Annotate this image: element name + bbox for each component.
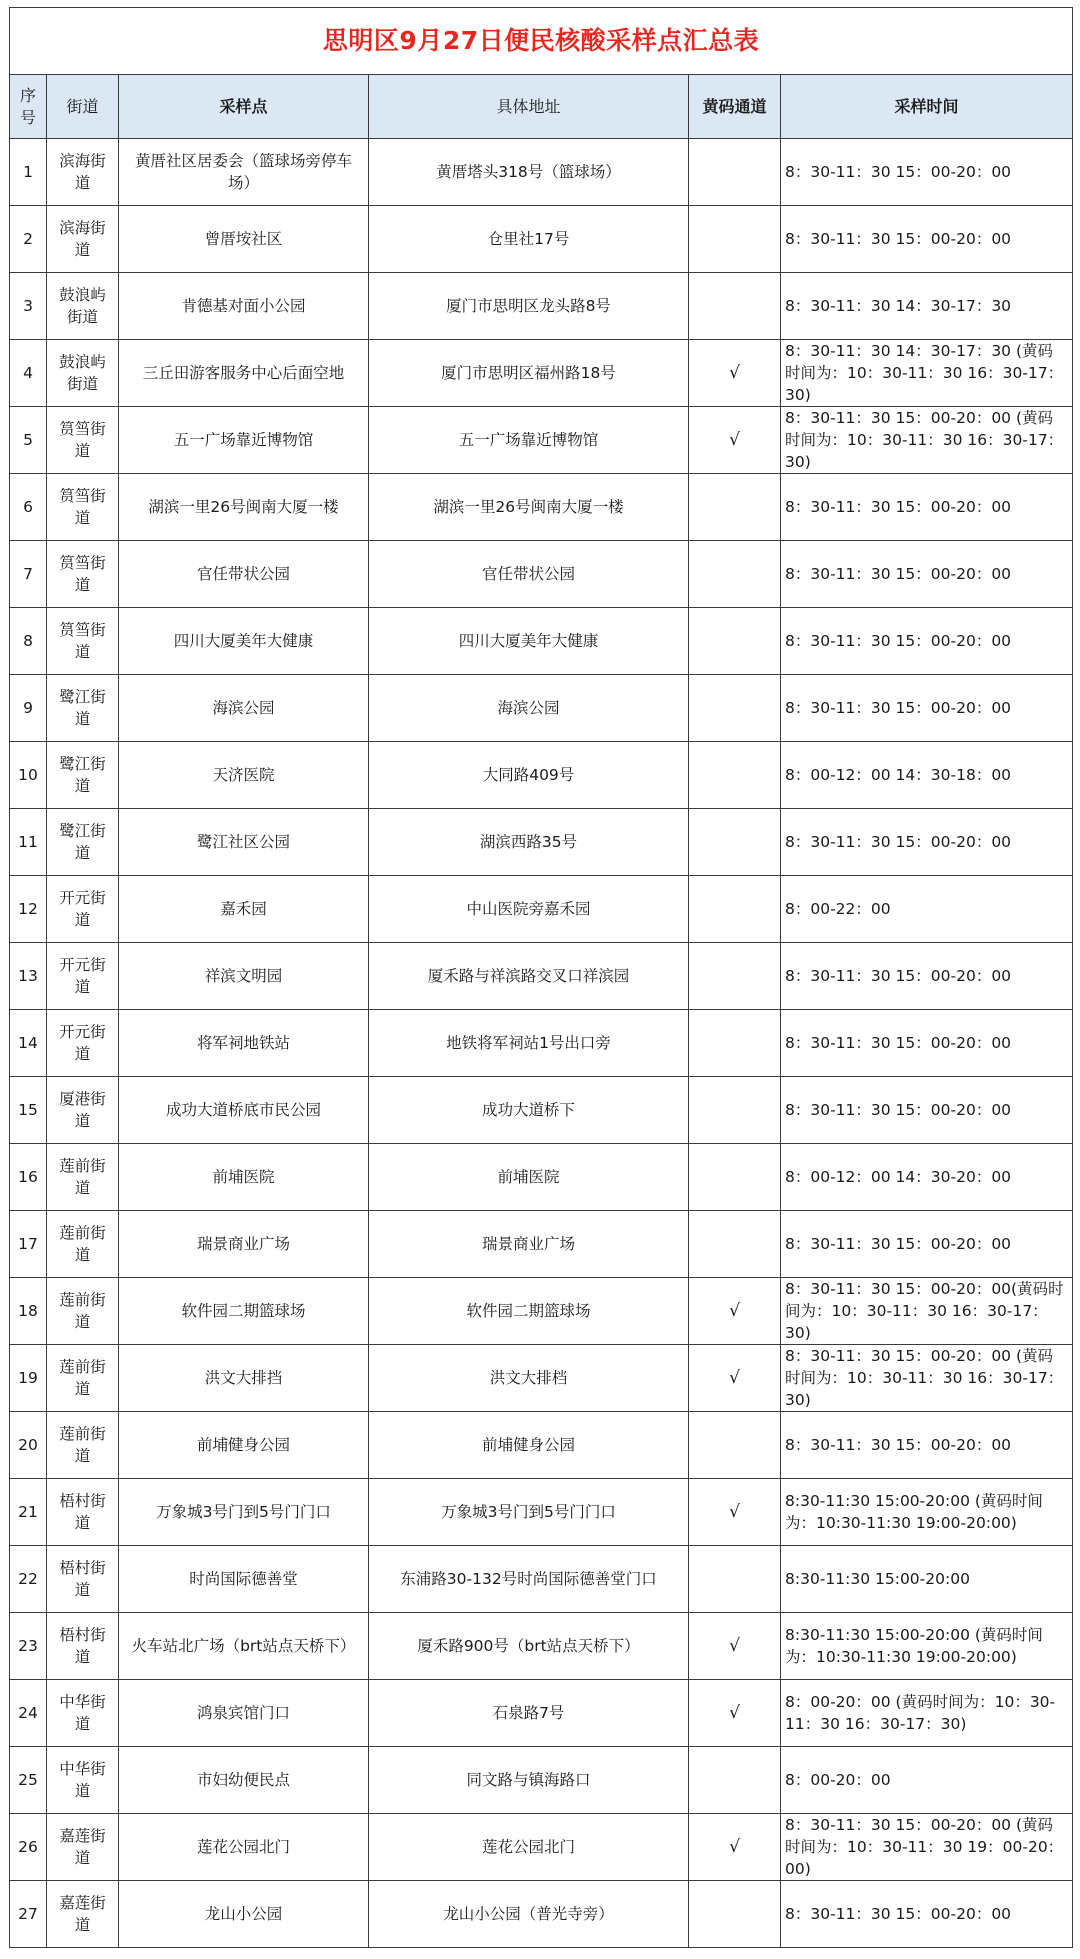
- cell-time: 8：30-11：30 15：00-20：00: [781, 139, 1073, 206]
- cell-no: 12: [10, 876, 47, 943]
- cell-street: 莲前街道: [47, 1412, 119, 1479]
- cell-time: 8：30-11：30 15：00-20：00 (黄码时间为：10：30-11：30 16：30-17：30): [781, 1345, 1073, 1412]
- cell-site: 海滨公园: [119, 675, 369, 742]
- cell-yellow-channel: [689, 742, 781, 809]
- cell-no: 1: [10, 139, 47, 206]
- cell-yellow-channel: √: [689, 1278, 781, 1345]
- cell-address: 东浦路30-132号时尚国际德善堂门口: [369, 1546, 689, 1613]
- cell-no: 2: [10, 206, 47, 273]
- cell-address: 湖滨一里26号闽南大厦一楼: [369, 474, 689, 541]
- cell-time: 8：30-11：30 15：00-20：00: [781, 809, 1073, 876]
- cell-street: 开元街道: [47, 1010, 119, 1077]
- cell-site: 三丘田游客服务中心后面空地: [119, 340, 369, 407]
- cell-no: 17: [10, 1211, 47, 1278]
- table-row: [10, 809, 1073, 876]
- cell-site: 五一广场靠近博物馆: [119, 407, 369, 474]
- cell-street: 鹭江街道: [47, 742, 119, 809]
- cell-time: 8：30-11：30 15：00-20：00: [781, 1211, 1073, 1278]
- cell-street: 厦港街道: [47, 1077, 119, 1144]
- cell-time: 8：30-11：30 15：00-20：00: [781, 206, 1073, 273]
- cell-address: 成功大道桥下: [369, 1077, 689, 1144]
- header-row: [10, 75, 1073, 139]
- cell-street: 筼筜街道: [47, 407, 119, 474]
- table-row: [10, 1144, 1073, 1211]
- cell-no: 20: [10, 1412, 47, 1479]
- cell-no: 3: [10, 273, 47, 340]
- cell-address: 中山医院旁嘉禾园: [369, 876, 689, 943]
- cell-street: 鼓浪屿街道: [47, 273, 119, 340]
- cell-site: 将军祠地铁站: [119, 1010, 369, 1077]
- sampling-sites-sheet: [9, 7, 1072, 1948]
- cell-time: 8：30-11：30 15：00-20：00: [781, 675, 1073, 742]
- cell-street: 滨海街道: [47, 206, 119, 273]
- cell-yellow-channel: √: [689, 1814, 781, 1881]
- cell-yellow-channel: [689, 1010, 781, 1077]
- cell-site: 市妇幼便民点: [119, 1747, 369, 1814]
- cell-site: 莲花公园北门: [119, 1814, 369, 1881]
- table-row: [10, 675, 1073, 742]
- cell-site: 祥滨文明园: [119, 943, 369, 1010]
- cell-site: 天济医院: [119, 742, 369, 809]
- cell-yellow-channel: [689, 273, 781, 340]
- table-body: [10, 139, 1073, 1948]
- cell-site: 官任带状公园: [119, 541, 369, 608]
- cell-time: 8：30-11：30 15：00-20：00: [781, 541, 1073, 608]
- cell-time: 8：30-11：30 15：00-20：00 (黄码时间为：10：30-11：30 19：00-20：00): [781, 1814, 1073, 1881]
- cell-address: 万象城3号门到5号门门口: [369, 1479, 689, 1546]
- header-no: 序号: [10, 75, 47, 139]
- cell-no: 22: [10, 1546, 47, 1613]
- cell-time: 8：30-11：30 14：30-17：30 (黄码时间为：10：30-11：30 16：30-17：30): [781, 340, 1073, 407]
- cell-street: 梧村街道: [47, 1613, 119, 1680]
- cell-time: 8：00-20：00 (黄码时间为：10：30-11：30 16：30-17：30): [781, 1680, 1073, 1747]
- cell-yellow-channel: [689, 1881, 781, 1948]
- cell-yellow-channel: [689, 1077, 781, 1144]
- header-street: 街道: [47, 75, 119, 139]
- cell-street: 开元街道: [47, 943, 119, 1010]
- cell-no: 9: [10, 675, 47, 742]
- table-row: [10, 139, 1073, 206]
- cell-yellow-channel: [689, 1412, 781, 1479]
- cell-street: 鹭江街道: [47, 809, 119, 876]
- cell-no: 6: [10, 474, 47, 541]
- cell-yellow-channel: [689, 675, 781, 742]
- cell-time: 8：30-11：30 15：00-20：00: [781, 1077, 1073, 1144]
- cell-yellow-channel: [689, 876, 781, 943]
- cell-site: 前埔医院: [119, 1144, 369, 1211]
- cell-address: 官任带状公园: [369, 541, 689, 608]
- cell-street: 莲前街道: [47, 1278, 119, 1345]
- cell-site: 软件园二期篮球场: [119, 1278, 369, 1345]
- cell-no: 16: [10, 1144, 47, 1211]
- table-row: [10, 1077, 1073, 1144]
- cell-yellow-channel: [689, 139, 781, 206]
- cell-address: 海滨公园: [369, 675, 689, 742]
- cell-yellow-channel: √: [689, 1345, 781, 1412]
- table-row: [10, 608, 1073, 675]
- cell-street: 嘉莲街道: [47, 1814, 119, 1881]
- cell-street: 梧村街道: [47, 1479, 119, 1546]
- cell-address: 大同路409号: [369, 742, 689, 809]
- cell-street: 开元街道: [47, 876, 119, 943]
- cell-address: 厦门市思明区福州路18号: [369, 340, 689, 407]
- table-row: [10, 876, 1073, 943]
- cell-yellow-channel: [689, 608, 781, 675]
- cell-time: 8：30-11：30 15：00-20：00(黄码时间为：10：30-11：30 16：30-17：30): [781, 1278, 1073, 1345]
- cell-time: 8：00-22：00: [781, 876, 1073, 943]
- cell-time: 8：30-11：30 15：00-20：00: [781, 1010, 1073, 1077]
- table-title: 思明区9月27日便民核酸采样点汇总表: [10, 8, 1073, 75]
- cell-address: 四川大厦美年大健康: [369, 608, 689, 675]
- cell-no: 19: [10, 1345, 47, 1412]
- table-row: [10, 1680, 1073, 1747]
- cell-address: 前埔健身公园: [369, 1412, 689, 1479]
- cell-time: 8:30-11:30 15:00-20:00 (黄码时间为：10:30-11:30 19:00-20:00): [781, 1479, 1073, 1546]
- cell-no: 8: [10, 608, 47, 675]
- table-row: [10, 1345, 1073, 1412]
- cell-yellow-channel: [689, 541, 781, 608]
- header-time: 采样时间: [781, 75, 1073, 139]
- cell-site: 黄厝社区居委会（篮球场旁停车场）: [119, 139, 369, 206]
- cell-yellow-channel: √: [689, 1680, 781, 1747]
- cell-address: 五一广场靠近博物馆: [369, 407, 689, 474]
- cell-street: 莲前街道: [47, 1211, 119, 1278]
- cell-yellow-channel: √: [689, 1479, 781, 1546]
- cell-site: 四川大厦美年大健康: [119, 608, 369, 675]
- cell-yellow-channel: √: [689, 340, 781, 407]
- cell-site: 肯德基对面小公园: [119, 273, 369, 340]
- cell-site: 万象城3号门到5号门门口: [119, 1479, 369, 1546]
- cell-street: 滨海街道: [47, 139, 119, 206]
- cell-no: 11: [10, 809, 47, 876]
- cell-street: 鼓浪屿街道: [47, 340, 119, 407]
- cell-no: 15: [10, 1077, 47, 1144]
- cell-street: 嘉莲街道: [47, 1881, 119, 1948]
- table-row: [10, 1412, 1073, 1479]
- table-row: [10, 1278, 1073, 1345]
- table-row: [10, 1479, 1073, 1546]
- cell-address: 莲花公园北门: [369, 1814, 689, 1881]
- cell-no: 24: [10, 1680, 47, 1747]
- cell-site: 洪文大排挡: [119, 1345, 369, 1412]
- cell-yellow-channel: [689, 206, 781, 273]
- table-row: [10, 1010, 1073, 1077]
- cell-yellow-channel: [689, 1144, 781, 1211]
- cell-time: 8：00-20：00: [781, 1747, 1073, 1814]
- cell-time: 8：30-11：30 15：00-20：00: [781, 1412, 1073, 1479]
- cell-address: 厦禾路与祥滨路交叉口祥滨园: [369, 943, 689, 1010]
- cell-time: 8：00-12：00 14：30-18：00: [781, 742, 1073, 809]
- cell-site: 湖滨一里26号闽南大厦一楼: [119, 474, 369, 541]
- cell-no: 27: [10, 1881, 47, 1948]
- cell-yellow-channel: [689, 1211, 781, 1278]
- header-address: 具体地址: [369, 75, 689, 139]
- table-row: [10, 474, 1073, 541]
- cell-time: 8:30-11:30 15:00-20:00 (黄码时间为：10:30-11:30 19:00-20:00): [781, 1613, 1073, 1680]
- cell-time: 8：30-11：30 15：00-20：00 (黄码时间为：10：30-11：30 16：30-17：30): [781, 407, 1073, 474]
- cell-street: 莲前街道: [47, 1144, 119, 1211]
- cell-street: 筼筜街道: [47, 541, 119, 608]
- cell-no: 7: [10, 541, 47, 608]
- cell-address: 地铁将军祠站1号出口旁: [369, 1010, 689, 1077]
- cell-site: 时尚国际德善堂: [119, 1546, 369, 1613]
- cell-time: 8：00-12：00 14：30-20：00: [781, 1144, 1073, 1211]
- cell-no: 25: [10, 1747, 47, 1814]
- cell-no: 5: [10, 407, 47, 474]
- cell-address: 仓里社17号: [369, 206, 689, 273]
- cell-address: 龙山小公园（普光寺旁）: [369, 1881, 689, 1948]
- cell-no: 26: [10, 1814, 47, 1881]
- cell-street: 筼筜街道: [47, 474, 119, 541]
- table-row: [10, 1613, 1073, 1680]
- table-row: [10, 273, 1073, 340]
- table-row: [10, 1546, 1073, 1613]
- cell-site: 成功大道桥底市民公园: [119, 1077, 369, 1144]
- cell-time: 8：30-11：30 14：30-17：30: [781, 273, 1073, 340]
- cell-no: 18: [10, 1278, 47, 1345]
- table-row: [10, 1814, 1073, 1881]
- table-row: [10, 340, 1073, 407]
- cell-no: 10: [10, 742, 47, 809]
- cell-yellow-channel: √: [689, 1613, 781, 1680]
- table-row: [10, 1747, 1073, 1814]
- cell-address: 瑞景商业广场: [369, 1211, 689, 1278]
- cell-address: 前埔医院: [369, 1144, 689, 1211]
- cell-site: 嘉禾园: [119, 876, 369, 943]
- header-yellow-channel: 黄码通道: [689, 75, 781, 139]
- cell-yellow-channel: √: [689, 407, 781, 474]
- cell-site: 鹭江社区公园: [119, 809, 369, 876]
- table-row: [10, 541, 1073, 608]
- cell-address: 软件园二期篮球场: [369, 1278, 689, 1345]
- cell-no: 21: [10, 1479, 47, 1546]
- cell-site: 曾厝垵社区: [119, 206, 369, 273]
- cell-site: 瑞景商业广场: [119, 1211, 369, 1278]
- cell-yellow-channel: [689, 809, 781, 876]
- cell-time: 8:30-11:30 15:00-20:00: [781, 1546, 1073, 1613]
- cell-time: 8：30-11：30 15：00-20：00: [781, 474, 1073, 541]
- table-row: [10, 943, 1073, 1010]
- cell-address: 黄厝塔头318号（篮球场）: [369, 139, 689, 206]
- cell-street: 鹭江街道: [47, 675, 119, 742]
- cell-site: 火车站北广场（brt站点天桥下）: [119, 1613, 369, 1680]
- cell-address: 同文路与镇海路口: [369, 1747, 689, 1814]
- cell-site: 前埔健身公园: [119, 1412, 369, 1479]
- header-site: 采样点: [119, 75, 369, 139]
- cell-no: 13: [10, 943, 47, 1010]
- cell-site: 鸿泉宾馆门口: [119, 1680, 369, 1747]
- cell-yellow-channel: [689, 1747, 781, 1814]
- cell-address: 洪文大排档: [369, 1345, 689, 1412]
- cell-yellow-channel: [689, 474, 781, 541]
- cell-street: 中华街道: [47, 1747, 119, 1814]
- cell-time: 8：30-11：30 15：00-20：00: [781, 943, 1073, 1010]
- cell-street: 莲前街道: [47, 1345, 119, 1412]
- cell-address: 湖滨西路35号: [369, 809, 689, 876]
- cell-site: 龙山小公园: [119, 1881, 369, 1948]
- cell-yellow-channel: [689, 1546, 781, 1613]
- cell-no: 23: [10, 1613, 47, 1680]
- cell-yellow-channel: [689, 943, 781, 1010]
- cell-street: 中华街道: [47, 1680, 119, 1747]
- cell-no: 4: [10, 340, 47, 407]
- title-row: [10, 8, 1073, 75]
- cell-address: 石泉路7号: [369, 1680, 689, 1747]
- cell-no: 14: [10, 1010, 47, 1077]
- cell-address: 厦禾路900号（brt站点天桥下）: [369, 1613, 689, 1680]
- table-row: [10, 407, 1073, 474]
- table-row: [10, 1211, 1073, 1278]
- cell-address: 厦门市思明区龙头路8号: [369, 273, 689, 340]
- sampling-sites-table: [9, 7, 1073, 1948]
- cell-street: 筼筜街道: [47, 608, 119, 675]
- cell-time: 8：30-11：30 15：00-20：00: [781, 1881, 1073, 1948]
- table-row: [10, 1881, 1073, 1948]
- cell-street: 梧村街道: [47, 1546, 119, 1613]
- cell-time: 8：30-11：30 15：00-20：00: [781, 608, 1073, 675]
- table-row: [10, 742, 1073, 809]
- table-row: [10, 206, 1073, 273]
